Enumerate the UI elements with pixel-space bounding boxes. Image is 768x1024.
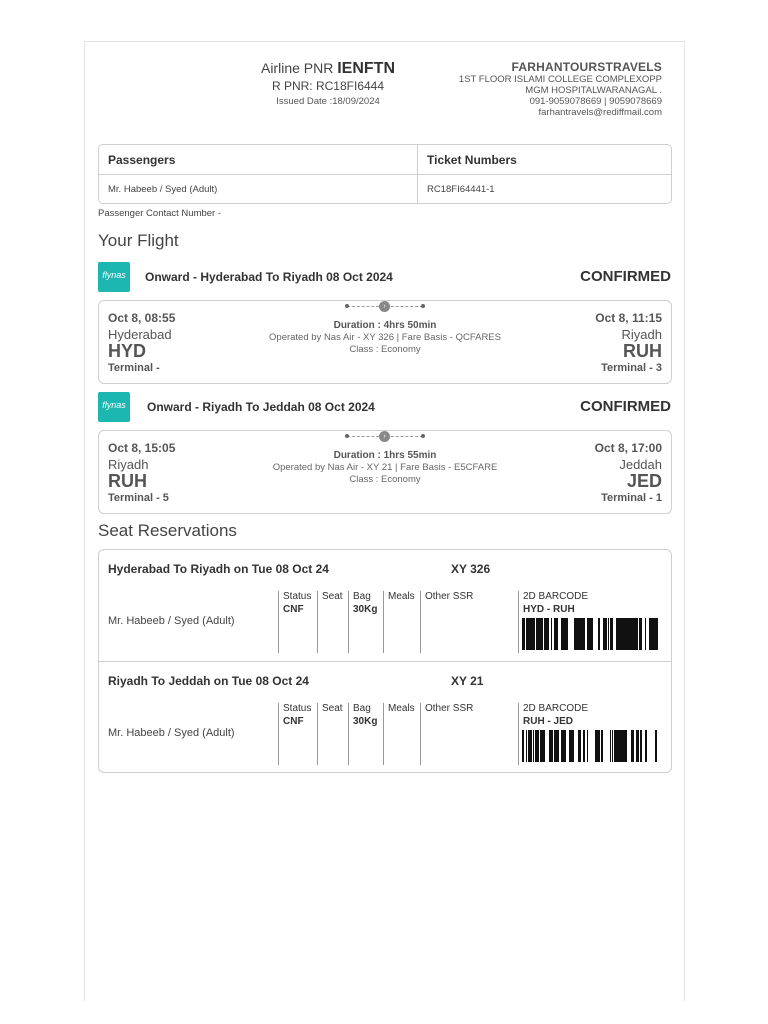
seat-header: Seat <box>322 591 343 602</box>
departure-datetime: Oct 8, 15:05 <box>108 441 176 455</box>
issued-date: Issued Date :18/09/2024 <box>276 96 380 107</box>
barcode-bar <box>524 618 525 650</box>
arrival-code: JED <box>626 471 662 491</box>
barcode-bar <box>533 730 534 762</box>
plane-icon: › <box>379 431 390 442</box>
barcode-bar <box>626 730 627 762</box>
agency-block <box>402 60 662 118</box>
barcode-bar <box>566 618 568 650</box>
departure-city: Riyadh <box>108 457 149 472</box>
meals-column <box>383 703 421 765</box>
barcode-bar <box>534 618 535 650</box>
barcode-bar <box>565 730 566 762</box>
barcode-bar <box>565 618 566 650</box>
other-ssr-column <box>420 591 518 653</box>
seat-column <box>317 703 348 765</box>
barcode-bar <box>638 730 639 762</box>
other-ssr-column <box>420 703 518 765</box>
barcode-bar <box>610 618 611 650</box>
barcode-bar <box>655 618 658 650</box>
barcode-bar <box>531 618 532 650</box>
barcode-bar <box>631 730 633 762</box>
arrival-city: Riyadh <box>621 327 662 342</box>
segment-status: CONFIRMED <box>580 398 671 415</box>
barcode-bar <box>619 730 621 762</box>
status-value: CNF <box>283 604 304 615</box>
barcode-bar <box>621 730 622 762</box>
seat-reservations-box <box>98 549 672 773</box>
barcode-bar <box>555 730 558 762</box>
seat-route: Riyadh To Jeddah on Tue 08 Oct 24 <box>108 674 309 688</box>
airline-pnr-label: Airline PNR <box>260 60 334 76</box>
barcode-bar <box>574 618 576 650</box>
barcode-bar <box>651 618 654 650</box>
barcode-bar <box>549 730 552 762</box>
agency-address-2: MGM HOSPITALWARANAGAL . <box>525 85 662 96</box>
barcode-bar <box>578 618 581 650</box>
barcode-bar <box>569 730 571 762</box>
departure-datetime: Oct 8, 08:55 <box>108 311 176 325</box>
your-flight-title: Your Flight <box>98 231 179 250</box>
seat-row <box>99 550 671 660</box>
barcode-bar <box>611 618 612 650</box>
flight-details-box <box>98 430 672 514</box>
barcode-bar <box>635 618 638 650</box>
barcode-bar <box>563 618 565 650</box>
passengers-header: Passengers <box>108 153 176 167</box>
barcode-bar <box>614 730 615 762</box>
barcode-bar <box>561 730 562 762</box>
route-line <box>345 301 425 313</box>
barcode-bar <box>537 730 538 762</box>
barcode-bar <box>547 618 549 650</box>
duration: Duration : 1hrs 55min <box>333 450 437 461</box>
bag-header: Bag <box>353 703 371 714</box>
travel-class: Class : Economy <box>349 344 421 355</box>
barcode-bar <box>639 618 642 650</box>
barcode-bar <box>554 618 556 650</box>
barcode-bar <box>540 618 543 650</box>
barcode-bar <box>572 730 574 762</box>
passenger-contact: Passenger Contact Number - <box>98 208 222 219</box>
barcode-bar <box>636 730 638 762</box>
barcode-bar <box>540 730 543 762</box>
r-pnr: R PNR: RC18FI6444 <box>271 79 385 93</box>
departure-terminal: Terminal - 5 <box>108 492 169 504</box>
ticket-page <box>84 41 685 1001</box>
plane-icon: › <box>379 301 390 312</box>
seat-header: Seat <box>322 703 343 714</box>
passengers-table <box>98 144 672 204</box>
barcode-bar <box>577 618 578 650</box>
barcode-bar <box>622 730 624 762</box>
barcode-bar <box>551 618 552 650</box>
barcode-bar <box>625 618 628 650</box>
ticket-numbers-header: Ticket Numbers <box>427 153 517 167</box>
barcode-bar <box>576 618 577 650</box>
barcode-bar <box>608 618 609 650</box>
meals-header: Meals <box>388 591 415 602</box>
barcode-bar <box>536 618 538 650</box>
airline-pnr-value: IENFTN <box>337 60 396 77</box>
departure-code: RUH <box>108 471 147 491</box>
seat-reservations-title: Seat Reservations <box>98 521 237 540</box>
barcode-bar <box>618 730 619 762</box>
barcode-bar <box>552 730 553 762</box>
seat-column <box>317 591 348 653</box>
barcode-bar <box>592 618 593 650</box>
arrival-code: RUH <box>623 341 662 361</box>
barcode-bar <box>530 730 532 762</box>
barcode-header: 2D BARCODE <box>523 591 589 602</box>
barcode-route: RUH - JED <box>523 716 574 727</box>
barcode-image <box>522 730 658 762</box>
airline-logo <box>98 392 130 422</box>
arrival-terminal: Terminal - 3 <box>601 362 662 374</box>
passengers-table-header <box>99 145 671 175</box>
barcode-bar <box>599 618 600 650</box>
barcode-bar <box>605 618 606 650</box>
departure-terminal: Terminal - <box>108 362 160 374</box>
table-divider <box>417 145 418 203</box>
duration: Duration : 4hrs 50min <box>333 320 437 331</box>
barcode-bar <box>623 618 624 650</box>
seat-passenger: Mr. Habeeb / Syed (Adult) <box>108 727 235 739</box>
arrival-datetime: Oct 8, 17:00 <box>594 441 662 455</box>
barcode-bar <box>597 730 600 762</box>
arrival <box>595 311 662 374</box>
departure-code: HYD <box>108 341 147 361</box>
barcode-bar <box>578 730 581 762</box>
barcode-bar <box>624 618 625 650</box>
barcode-bar <box>655 730 657 762</box>
barcode-bar <box>581 618 583 650</box>
flight-middle <box>99 431 671 485</box>
agency-address-1: 1ST FLOOR ISLAMI COLLEGE COMPLEXOPP <box>458 74 662 85</box>
barcode-header: 2D BARCODE <box>523 703 589 714</box>
barcode-bar <box>538 730 539 762</box>
barcode-bar <box>558 730 559 762</box>
seat-passenger: Mr. Habeeb / Syed (Adult) <box>108 615 235 627</box>
arrival-terminal: Terminal - 1 <box>601 492 662 504</box>
barcode-bar <box>595 730 597 762</box>
other-ssr-header: Other SSR <box>425 591 474 602</box>
status-header: Status <box>283 591 312 602</box>
arrival <box>595 441 662 504</box>
barcode-bar <box>587 730 588 762</box>
barcode-bar <box>583 730 585 762</box>
airline-logo-text: flynas <box>102 400 126 410</box>
flight-middle <box>99 301 671 355</box>
barcode-bar <box>532 618 534 650</box>
barcode-bar <box>528 730 530 762</box>
barcode-bar <box>535 730 537 762</box>
travel-class: Class : Economy <box>349 474 421 485</box>
barcode-bar <box>587 618 589 650</box>
status-column <box>278 703 318 765</box>
other-ssr-header: Other SSR <box>425 703 474 714</box>
barcode-bar <box>589 618 592 650</box>
barcode-bar <box>562 730 565 762</box>
barcode-image <box>522 618 658 650</box>
barcode-bar <box>522 730 523 762</box>
barcode-bar <box>523 730 524 762</box>
agency-email: farhantravels@rediffmail.com <box>538 107 662 118</box>
barcode-bar <box>640 730 642 762</box>
barcode-bar <box>598 618 599 650</box>
barcode-bar <box>645 618 646 650</box>
barcode-bar <box>610 730 611 762</box>
barcode-bar <box>554 730 555 762</box>
barcode-bar <box>612 730 613 762</box>
barcode-bar <box>654 618 655 650</box>
barcode-route: HYD - RUH <box>523 604 575 615</box>
airline-logo <box>98 262 130 292</box>
barcode-bar <box>545 618 547 650</box>
barcode-bar <box>604 618 605 650</box>
departure <box>108 441 175 504</box>
barcode-bar <box>557 618 558 650</box>
passenger-name: Mr. Habeeb / Syed (Adult) <box>108 184 218 195</box>
barcode-bar <box>616 618 619 650</box>
barcode-bar <box>645 730 646 762</box>
barcode-bar <box>543 730 545 762</box>
bag-column <box>348 703 384 765</box>
barcode-bar <box>556 618 557 650</box>
barcode-bar <box>602 730 603 762</box>
departure <box>108 311 175 374</box>
barcode-bar <box>646 730 647 762</box>
agency-name: FARHANTOURSTRAVELS <box>511 60 662 74</box>
barcode-bar <box>633 730 634 762</box>
agency-phone: 091-9059078669 | 9059078669 <box>529 96 662 107</box>
operated-by: Operated by Nas Air - XY 21 | Fare Basis - E5CFARE <box>272 462 498 473</box>
barcode-bar <box>522 618 523 650</box>
route-line <box>345 431 425 443</box>
barcode-bar <box>624 730 626 762</box>
barcode-bar <box>571 730 572 762</box>
barcode-bar <box>606 618 607 650</box>
barcode-bar <box>649 618 651 650</box>
bag-column <box>348 591 384 653</box>
barcode-bar <box>632 618 635 650</box>
meals-header: Meals <box>388 703 415 714</box>
barcode-bar <box>629 618 632 650</box>
barcode-bar <box>526 730 527 762</box>
barcode-bar <box>622 618 623 650</box>
bag-value: 30Kg <box>353 716 378 727</box>
barcode-bar <box>544 618 545 650</box>
barcode-bar <box>526 618 528 650</box>
airline-logo-text: flynas <box>102 270 126 280</box>
flight-details-box <box>98 300 672 384</box>
seat-route: Hyderabad To Riyadh on Tue 08 Oct 24 <box>108 562 329 576</box>
seat-flight-number: XY 326 <box>451 562 491 576</box>
barcode-bar <box>612 618 613 650</box>
barcode-bar <box>562 618 563 650</box>
ticket-number: RC18FI64441-1 <box>427 184 495 195</box>
bag-value: 30Kg <box>353 604 378 615</box>
barcode-bar <box>583 618 585 650</box>
barcode-bar <box>615 730 617 762</box>
segment-status: CONFIRMED <box>580 268 671 285</box>
barcode-bar <box>561 618 562 650</box>
departure-city: Hyderabad <box>108 327 172 342</box>
barcode-bar <box>620 618 622 650</box>
meals-column <box>383 591 421 653</box>
barcode-bar <box>528 618 531 650</box>
seat-row <box>99 661 671 771</box>
barcode-bar <box>538 618 540 650</box>
barcode-bar <box>617 730 618 762</box>
barcode-bar <box>628 618 629 650</box>
segment-title: Onward - Hyderabad To Riyadh 08 Oct 2024 <box>145 270 393 284</box>
status-header: Status <box>283 703 312 714</box>
arrival-city: Jeddah <box>619 457 662 472</box>
status-value: CNF <box>283 716 304 727</box>
operated-by: Operated by Nas Air - XY 326 | Fare Basis - QCFARES <box>269 332 501 343</box>
barcode-bar <box>619 618 620 650</box>
barcode-bar <box>523 618 524 650</box>
barcode-bar <box>603 618 604 650</box>
arrival-datetime: Oct 8, 11:15 <box>595 311 662 325</box>
bag-header: Bag <box>353 591 371 602</box>
segment-title: Onward - Riyadh To Jeddah 08 Oct 2024 <box>147 400 375 414</box>
status-column <box>278 591 318 653</box>
seat-flight-number: XY 21 <box>451 674 484 688</box>
barcode-bar <box>601 730 602 762</box>
